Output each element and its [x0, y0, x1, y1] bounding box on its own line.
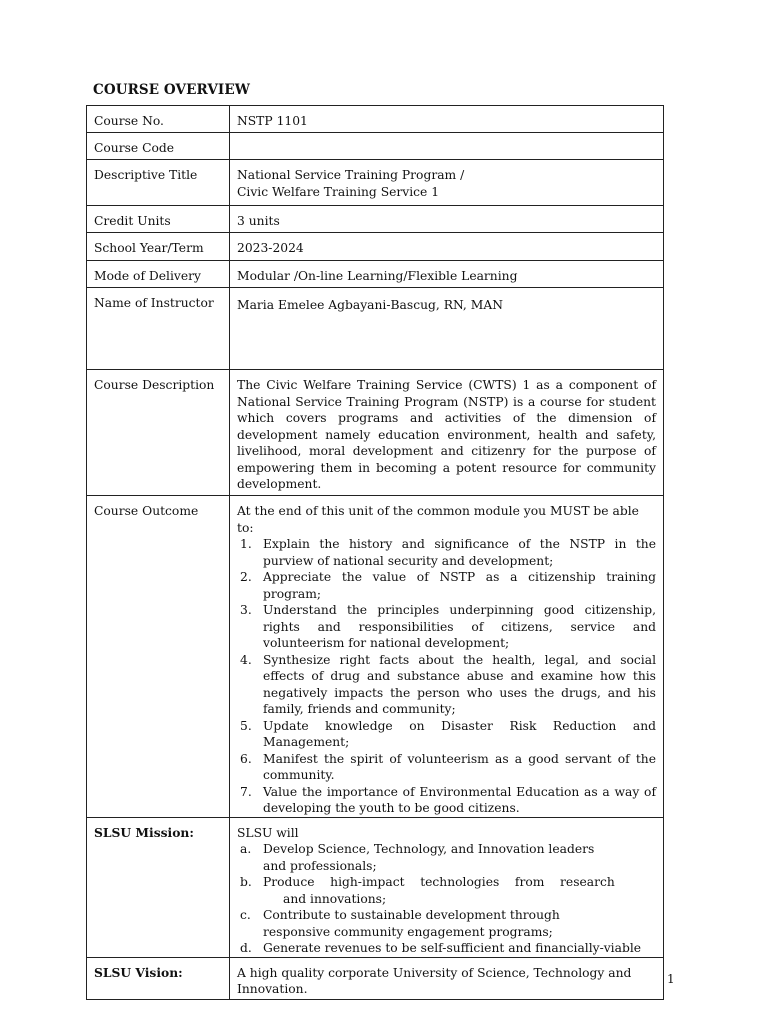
- item-text: Produce high-impact technologies from research: [263, 875, 615, 889]
- item-number: 1.: [240, 537, 252, 551]
- table-row: [87, 106, 664, 133]
- course-no-value: NSTP 1101: [230, 106, 664, 133]
- list-item: [237, 652, 656, 718]
- course-overview-table: [86, 105, 664, 1000]
- row-label: Descriptive Title: [87, 160, 230, 206]
- mode-of-delivery-value: Modular /On-line Learning/Flexible Learning: [230, 261, 664, 288]
- table-row: [87, 496, 664, 818]
- descriptive-title-value: [230, 160, 664, 206]
- mission-intro: SLSU will: [237, 825, 299, 840]
- course-code-value: [230, 133, 664, 160]
- item-text: Manifest the spirit of volunteerism as a good servant of the community.: [263, 751, 656, 782]
- list-item: [237, 874, 616, 907]
- page-number: 1: [667, 972, 675, 986]
- list-item: [237, 569, 656, 602]
- vision-line: A high quality corporate University of Science, Technology and: [237, 965, 632, 980]
- outcome-intro: At the end of this unit of the common module you MUST be able to:: [237, 504, 639, 535]
- row-label: Course Outcome: [87, 496, 230, 818]
- mission-list: [237, 841, 656, 957]
- list-item: [237, 751, 656, 784]
- row-label: Course No.: [87, 106, 230, 133]
- item-text: Contribute to sustainable development through responsive community engagement programs;: [263, 908, 560, 939]
- table-row: [87, 133, 664, 160]
- row-label: Course Code: [87, 133, 230, 160]
- school-year-value: 2023-2024: [230, 233, 664, 261]
- vision-value: [230, 957, 664, 999]
- table-row: [87, 370, 664, 496]
- table-row: [87, 288, 664, 370]
- table-row: [87, 160, 664, 206]
- item-text: Develop Science, Technology, and Innovation leaders and professionals;: [263, 842, 595, 873]
- list-item: [237, 602, 656, 652]
- vision-line: Innovation.: [237, 982, 308, 996]
- title-line: Civic Welfare Training Service 1: [237, 184, 440, 199]
- table-row: [87, 957, 664, 999]
- item-number: 2.: [240, 570, 252, 584]
- list-item: [237, 841, 616, 874]
- item-text: Explain the history and significance of the NSTP in the purview of national security and development;: [263, 537, 656, 568]
- list-item: [237, 536, 656, 569]
- course-description-value: The Civic Welfare Training Service (CWTS) 1 as a component of National Service Training Program (NSTP) is a course for student which covers programs and activities of the dimension of development namely education environment, health and safety, livelihood, moral development and citizenry for the purpose of empowering them in becoming a potent resource for community development.: [230, 370, 664, 496]
- row-label: School Year/Term: [87, 233, 230, 261]
- item-text: Appreciate the value of NSTP as a citizenship training program;: [263, 570, 656, 601]
- credit-units-value: 3 units: [230, 206, 664, 233]
- title-line: National Service Training Program /: [237, 168, 465, 182]
- course-outcome-value: [230, 496, 664, 818]
- page-title: COURSE OVERVIEW: [93, 82, 251, 98]
- list-item: [237, 940, 656, 957]
- item-letter: c.: [240, 908, 251, 922]
- item-letter: d.: [240, 941, 252, 955]
- item-number: 4.: [240, 652, 252, 667]
- item-text: Update knowledge on Disaster Risk Reduction and Management;: [263, 718, 656, 749]
- item-number: 3.: [240, 603, 252, 617]
- item-text: Value the importance of Environmental Education as a way of developing the youth to be good citizens.: [263, 784, 656, 815]
- row-label: SLSU Mission:: [87, 817, 230, 957]
- item-text: Synthesize right facts about the health, legal, and social effects of drug and substance abuse and examine how this negatively impacts the person who uses the drugs, and his family, friends and community;: [263, 652, 656, 716]
- item-number: 7.: [240, 784, 252, 799]
- table-row: [87, 206, 664, 233]
- item-text: and innovations;: [283, 891, 387, 906]
- table-row: [87, 233, 664, 261]
- row-label: Course Description: [87, 370, 230, 496]
- list-item: [237, 718, 656, 751]
- outcome-list: [237, 536, 656, 817]
- list-item: [237, 907, 616, 940]
- table-row: [87, 261, 664, 288]
- mission-value: [230, 817, 664, 957]
- item-number: 6.: [240, 751, 252, 766]
- item-text: Generate revenues to be self-sufficient and financially-viable: [263, 941, 642, 955]
- item-letter: a.: [240, 842, 252, 856]
- row-label: SLSU Vision:: [87, 957, 230, 999]
- row-label: Name of Instructor: [87, 288, 230, 370]
- row-label: Mode of Delivery: [87, 261, 230, 288]
- item-number: 5.: [240, 718, 252, 733]
- list-item: [237, 784, 656, 817]
- table-row: [87, 817, 664, 957]
- instructor-value: Maria Emelee Agbayani-Bascug, RN, MAN: [230, 288, 664, 370]
- item-text: Understand the principles underpinning good citizenship, rights and responsibilities of citizens, service and volunteerism for national development;: [263, 603, 656, 650]
- row-label: Credit Units: [87, 206, 230, 233]
- item-letter: b.: [240, 875, 252, 889]
